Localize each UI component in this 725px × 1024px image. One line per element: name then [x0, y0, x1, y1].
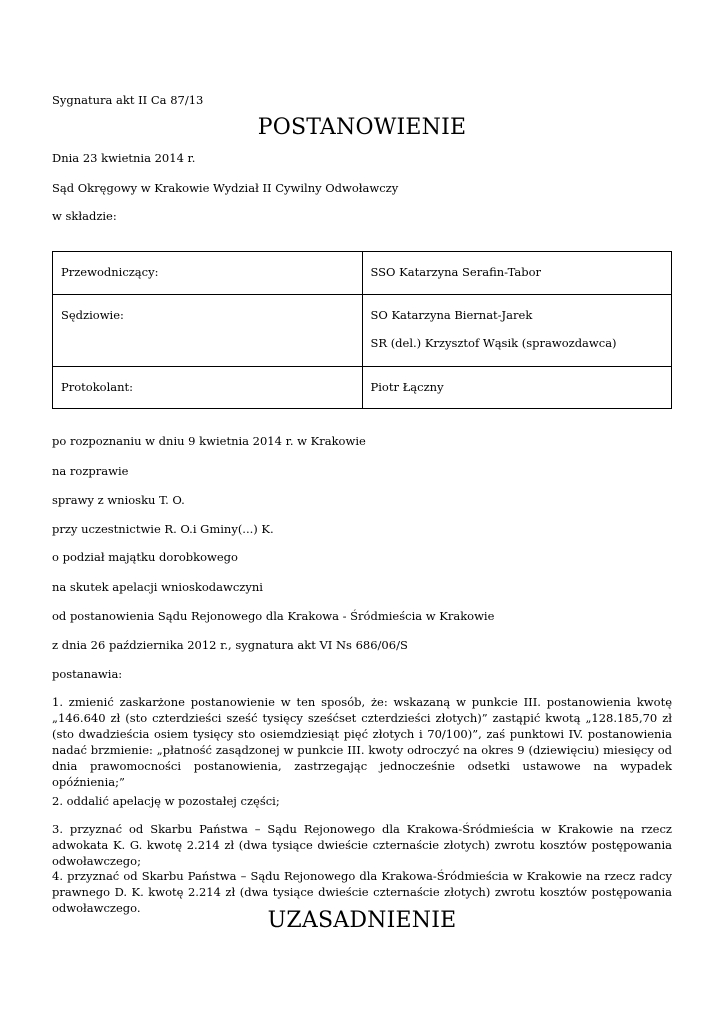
- proceeding-line: przy uczestnictwie R. O.i Gminy(...) K.: [52, 522, 274, 536]
- decision-point-4: 4. przyznać od Skarbu Państwa – Sądu Rejonowego dla Krakowa-Śródmieścia w Krakowie na rzecz radcy prawnego D. K. kwotę 2.214 zł (dwa tysiące dwieście czternaście złotych) zwrotu kosztów postępowania odwoławczego.: [52, 869, 672, 915]
- chair-label: Przewodniczący:: [61, 265, 159, 279]
- case-signature: Sygnatura akt II Ca 87/13: [52, 93, 204, 107]
- table-row: [53, 295, 672, 367]
- judge-2: SR (del.) Krzysztof Wąsik (sprawozdawca): [370, 336, 617, 350]
- table-cell: [53, 252, 363, 295]
- date-line: Dnia 23 kwietnia 2014 r.: [52, 151, 196, 165]
- court-line: Sąd Okręgowy w Krakowie Wydział II Cywilny Odwoławczy: [52, 181, 399, 195]
- recorder-value: Piotr Łączny: [370, 380, 444, 394]
- chair-value: SSO Katarzyna Serafin-Tabor: [370, 265, 542, 279]
- proceeding-line: po rozpoznaniu w dniu 9 kwietnia 2014 r. w Krakowie: [52, 434, 366, 448]
- table-cell: [53, 367, 363, 409]
- judge-1: SO Katarzyna Biernat-Jarek: [370, 308, 533, 322]
- table-cell: [362, 367, 672, 409]
- justification-title: UZASADNIENIE: [267, 908, 457, 933]
- decision-point-1: 1. zmienić zaskarżone postanowienie w ten sposób, że: wskazaną w punkcie III. postanowienia kwotę „146.640 zł (sto czterdzieści sześć tysięcy sześćset czterdzieści złotych)” zastąpić kwotą „128.185,70 zł (sto dwadzieścia osiem tysięcy sto osiemdziesiąt pięć złotych i 70/100)”, zaś punktowi IV. postanowienia nadać brzmienie: „płatność zasądzonej w punkcie III. kwoty odroczyć na okres 9 (dziewięciu) miesięcy od dnia prawomocności postanowienia, zastrzegając jednocześnie odsetki ustawowe na wypadek opóźnienia;”: [52, 695, 672, 789]
- composition-intro: w składzie:: [52, 209, 117, 223]
- proceeding-line: na rozprawie: [52, 464, 129, 478]
- recorder-label: Protokolant:: [61, 380, 134, 394]
- judges-label: Sędziowie:: [61, 308, 124, 322]
- table-row: [53, 367, 672, 409]
- proceeding-line: na skutek apelacji wnioskodawczyni: [52, 580, 263, 594]
- court-composition-table: [52, 251, 672, 409]
- table-cell: [362, 252, 672, 295]
- proceeding-line: z dnia 26 października 2012 r., sygnatura akt VI Ns 686/06/S: [52, 638, 408, 652]
- table-cell: [53, 295, 363, 367]
- table-cell: [362, 295, 672, 367]
- proceeding-line: sprawy z wniosku T. O.: [52, 493, 185, 507]
- decision-intro: postanawia:: [52, 667, 123, 681]
- proceeding-line: o podział majątku dorobkowego: [52, 550, 238, 564]
- document-title: POSTANOWIENIE: [257, 115, 467, 140]
- decision-point-3: 3. przyznać od Skarbu Państwa – Sądu Rejonowego dla Krakowa-Śródmieścia w Krakowie na rzecz adwokata K. G. kwotę 2.214 zł (dwa tysiące dwieście czternaście złotych) zwrotu kosztów postępowania odwoławczego;: [52, 822, 672, 868]
- table-row: [53, 252, 672, 295]
- proceeding-line: od postanowienia Sądu Rejonowego dla Krakowa - Śródmieścia w Krakowie: [52, 609, 495, 623]
- decision-point-2: 2. oddalić apelację w pozostałej części;: [52, 794, 280, 808]
